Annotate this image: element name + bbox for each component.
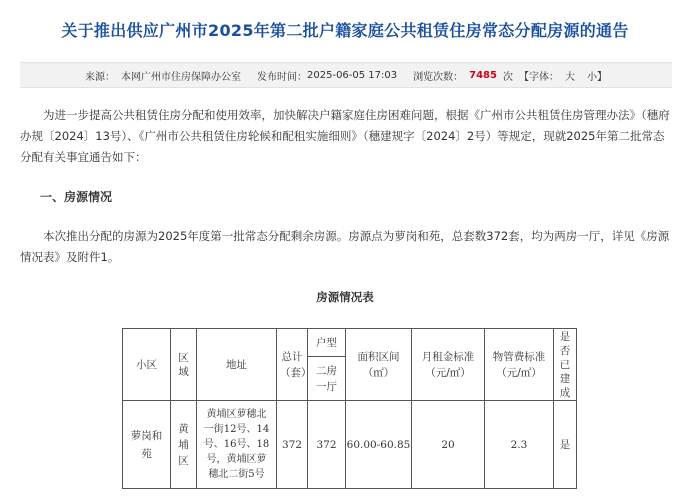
cell-district: 黄埔区: [171, 401, 197, 489]
views-label: 浏览次数：: [413, 71, 464, 83]
font-large-link[interactable]: 大: [564, 71, 575, 83]
header-address: 地址: [197, 329, 277, 401]
table-title: 房源情况表: [316, 290, 374, 304]
housing-table: [122, 328, 577, 489]
cell-community: 萝岗和苑: [123, 401, 171, 489]
font-small-link[interactable]: 小: [586, 71, 597, 83]
header-area-range: 面积区间（㎡）: [346, 329, 412, 401]
housing-paragraph: 本次推出分配的房源为2025年度第一批常态分配剩余房源。房源点为萝岗和苑，总套数372套，均为两房一厅，详见《房源情况表》及附件1。: [20, 229, 670, 264]
section-heading-housing: 一、房源情况: [40, 190, 113, 204]
header-mgmt-fee: 物管费标准（元/㎡）: [485, 329, 554, 401]
source-label: 来源：: [85, 71, 116, 83]
font-size-close: 】: [596, 71, 607, 83]
table-header-row: [123, 329, 577, 357]
header-completed: 是否已建成: [554, 329, 577, 401]
cell-address: 黄埔区萝穗北一街12号、14号、16号、18号，黄埔区萝穗北二街5号: [197, 401, 277, 489]
cell-area-range: 60.00-60.85: [346, 401, 412, 489]
header-district: 区域: [171, 329, 197, 401]
views-unit: 次: [502, 71, 513, 83]
cell-completed: 是: [554, 401, 577, 489]
views-count: 7485: [469, 69, 497, 81]
article-meta-bar: [20, 62, 672, 88]
cell-two-bed: 372: [308, 401, 346, 489]
header-total: 总计（套）: [277, 329, 308, 401]
publish-time-label: 发布时间：: [257, 71, 308, 83]
cell-rent: 20: [412, 401, 485, 489]
cell-total: 372: [277, 401, 308, 489]
cell-mgmt-fee: 2.3: [485, 401, 554, 489]
header-two-bed: 二房一厅: [308, 357, 346, 401]
source-value: 本网广州市住房保障办公室: [121, 71, 242, 83]
table-row: [123, 401, 577, 489]
font-size-label: 【字体：: [518, 71, 559, 83]
header-unit-type: 户型: [308, 329, 346, 357]
header-community: 小区: [123, 329, 171, 401]
publish-time-value: 2025-06-05 17:03: [307, 69, 398, 81]
header-rent-standard: 月租金标准（元/㎡）: [412, 329, 485, 401]
article-title: 关于推出供应广州市2025年第二批户籍家庭公共租赁住房常态分配房源的通告: [61, 21, 629, 40]
intro-paragraph: 为进一步提高公共租赁住房分配和使用效率，加快解决户籍家庭住房困难问题，根据《广州市公共租赁住房管理办法》（穗府办规〔2024〕13号）、《广州市公共租赁住房轮候和配租实施细则》（穗建规字〔2024〕2号）等规定，现就2025年第二批常态分配有关事宜通告如下：: [20, 108, 670, 164]
